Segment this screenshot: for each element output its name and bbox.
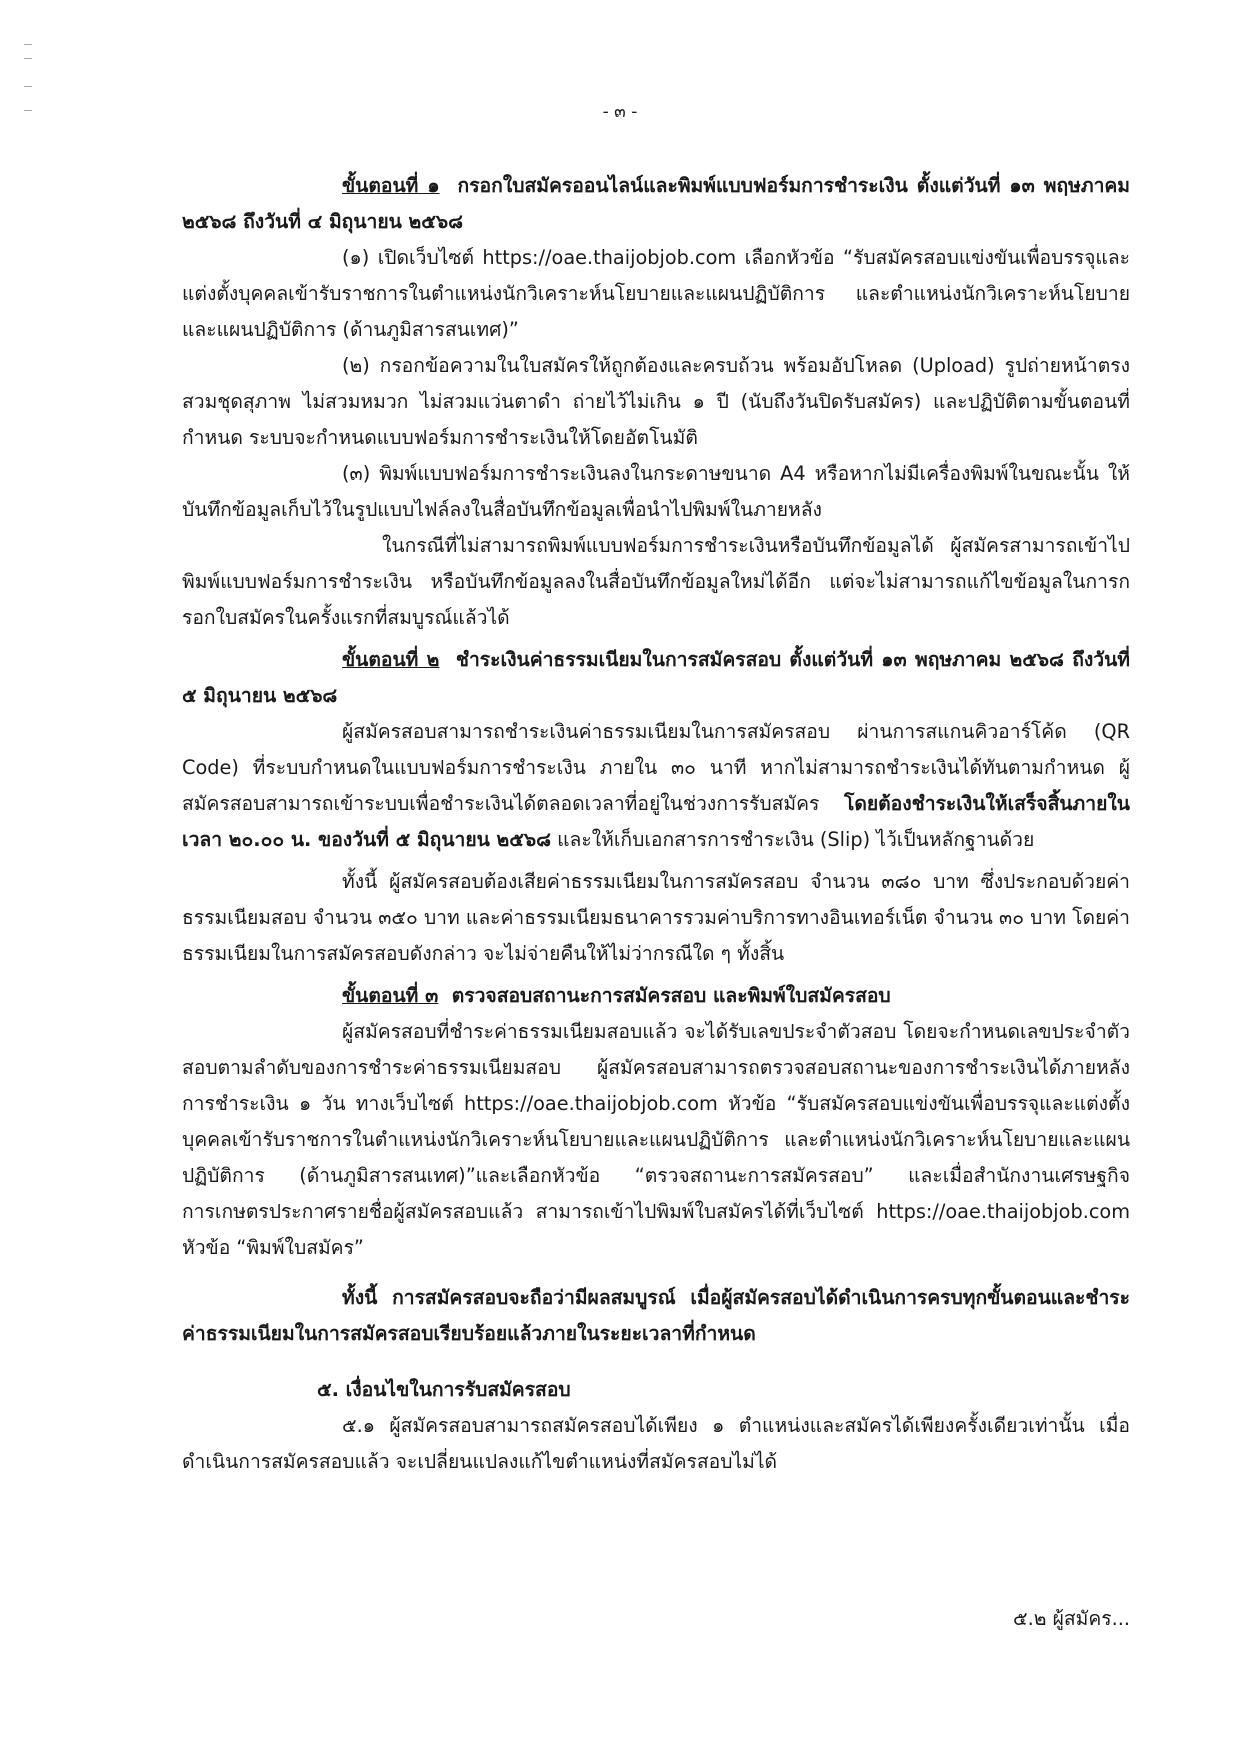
section5-item1: ๕.๑ ผู้สมัครสอบสามารถสมัครสอบได้เพียง ๑ ตำแหน่งและสมัครได้เพียงครั้งเดียวเท่านั้น เมื่อดำเนินการสมัครสอบแล้ว จะเปลี่ยนแปลงแก้ไขตำแหน่งที่สมัครสอบไม่ได้ (182, 1414, 1130, 1473)
step3-para1: ผู้สมัครสอบที่ชำระค่าธรรมเนียมสอบแล้ว จะได้รับเลขประจำตัวสอบ โดยจะกำหนดเลขประจำตัวสอบตามลำดับของการชำระค่าธรรมเนียมสอบ ผู้สมัครสอบสามารถตรวจสอบสถานะของการชำระเงินได้ภายหลังการชำระเงิน ๑ วัน ทางเว็บไซต์ https://oae.thaijobjob.com หัวข้อ “รับสมัครสอบแข่งขันเพื่อบรรจุและแต่งตั้งบุคคลเข้ารับราชการในตำแหน่งนักวิเคราะห์นโยบายและแผนปฏิบัติการ และตำแหน่งนักวิเคราะห์นโยบายและแผนปฏิบัติการ (ด้านภูมิสารสนเทศ)”และเลือกหัวข้อ “ตรวจสถานะการสมัครสอบ” และเมื่อสำนักงานเศรษฐกิจการเกษตรประกาศรายชื่อผู้สมัครสอบแล้ว สามารถเข้าไปพิมพ์ใบสมัครได้ที่เว็บไซต์ https://oae.thaijobjob.com หัวข้อ “พิมพ์ใบสมัคร” (182, 1020, 1130, 1259)
section5-heading: ๕. เงื่อนไขในการรับสมัครสอบ (317, 1378, 571, 1401)
step1-item2: (๒) กรอกข้อความในใบสมัครให้ถูกต้องและครบถ้วน พร้อมอัปโหลด (Upload) รูปถ่ายหน้าตรง สวมชุดสุภาพ ไม่สวมหมวก ไม่สวมแว่นตาดำ ถ่ายไว้ไม่เกิน ๑ ปี (นับถึงวันปิดรับสมัคร) และปฏิบัติตามขั้นตอนที่กำหนด ระบบจะกำหนดแบบฟอร์มการชำระเงินให้โดยอัตโนมัติ (182, 354, 1130, 449)
step1-item1: (๑) เปิดเว็บไซต์ https://oae.thaijobjob.com เลือกหัวข้อ “รับสมัครสอบแข่งขันเพื่อบรรจุและแต่งตั้งบุคคลเข้ารับราชการในตำแหน่งนักวิเคราะห์นโยบายและแผนปฏิบัติการ และตำแหน่งนักวิเคราะห์นโยบายและแผนปฏิบัติการ (ด้านภูมิสารสนเทศ)” (182, 246, 1130, 341)
step1-item3: (๓) พิมพ์แบบฟอร์มการชำระเงินลงในกระดาษขนาด A4 หรือหากไม่มีเครื่องพิมพ์ในขณะนั้น ให้บันทึกข้อมูลเก็บไว้ในรูปแบบไฟล์ลงในสื่อบันทึกข้อมูลเพื่อนำไปพิมพ์ในภายหลัง (182, 462, 1130, 521)
step2-para2: ทั้งนี้ ผู้สมัครสอบต้องเสียค่าธรรมเนียมในการสมัครสอบ จำนวน ๓๘๐ บาท ซึ่งประกอบด้วยค่าธรรมเนียมสอบ จำนวน ๓๕๐ บาท และค่าธรรมเนียมธนาคารรวมค่าบริการทางอินเทอร์เน็ต จำนวน ๓๐ บาท โดยค่าธรรมเนียมในการสมัครสอบดังกล่าว จะไม่จ่ายคืนให้ไม่ว่ากรณีใด ๆ ทั้งสิ้น (182, 870, 1130, 965)
scan-mark (24, 44, 32, 45)
step3-heading (182, 978, 1130, 1014)
step1-note: ในกรณีที่ไม่สามารถพิมพ์แบบฟอร์มการชำระเงินหรือบันทึกข้อมูลได้ ผู้สมัครสามารถเข้าไปพิมพ์แบบฟอร์มการชำระเงิน หรือบันทึกข้อมูลลงในสื่อบันทึกข้อมูลใหม่ได้อีก แต่จะไม่สามารถแก้ไขข้อมูลในการกรอกใบสมัครในครั้งแรกที่สมบูรณ์แล้วได้ (182, 534, 1130, 629)
step1-title: ขั้นตอนที่ ๑ (342, 174, 440, 197)
step2-deadline: โดยต้องชำระเงินให้เสร็จสิ้นภายในเวลา ๒๐.๐๐ น. ของวันที่ ๕ มิถุนายน ๒๕๖๘ (182, 792, 1130, 851)
step3-title: ขั้นตอนที่ ๓ (342, 984, 439, 1007)
step2-para1 (182, 714, 1130, 858)
document-body (182, 168, 1130, 1480)
step3-heading-text: ตรวจสอบสถานะการสมัครสอบ และพิมพ์ใบสมัครสอบ (451, 984, 891, 1007)
step2-heading-text: ชำระเงินค่าธรรมเนียมในการสมัครสอบ ตั้งแต่วันที่ ๑๓ พฤษภาคม ๒๕๖๘ ถึงวันที่ ๕ มิถุนายน ๒๕๖๘ (182, 648, 1130, 707)
step2-para1-end: และให้เก็บเอกสารการชำระเงิน (Slip) ไว้เป็นหลักฐานด้วย (557, 828, 1035, 851)
scan-mark (24, 86, 32, 87)
step2-title: ขั้นตอนที่ ๒ (342, 648, 440, 671)
completion-note: ทั้งนี้ การสมัครสอบจะถือว่ามีผลสมบูรณ์ เมื่อผู้สมัครสอบได้ดำเนินการครบทุกขั้นตอนและชำระค่าธรรมเนียมในการสมัครสอบเรียบร้อยแล้วภายในระยะเวลาที่กำหนด (182, 1286, 1130, 1345)
continuation-marker: ๕.๒ ผู้สมัคร... (1013, 1607, 1130, 1630)
step2-para1-text: ผู้สมัครสอบสามารถชำระเงินค่าธรรมเนียมในการสมัครสอบ ผ่านการสแกนคิวอาร์โค้ด (QR Code) ที่ระบบกำหนดในแบบฟอร์มการชำระเงิน ภายใน ๓๐ นาที หากไม่สามารถชำระเงินได้ทันตามกำหนด ผู้สมัครสอบสามารถเข้าระบบเพื่อชำระเงินได้ตลอดเวลาที่อยู่ในช่วงการรับสมัคร (182, 720, 1130, 815)
step1-heading-text: กรอกใบสมัครออนไลน์และพิมพ์แบบฟอร์มการชำระเงิน ตั้งแต่วันที่ ๑๓ พฤษภาคม ๒๕๖๘ ถึงวันที่ ๔ มิถุนายน ๒๕๖๘ (182, 174, 1131, 233)
page-number: - ๓ - (602, 102, 638, 122)
step2-heading (182, 642, 1130, 714)
scan-mark (24, 58, 32, 59)
step1-heading (182, 168, 1130, 240)
